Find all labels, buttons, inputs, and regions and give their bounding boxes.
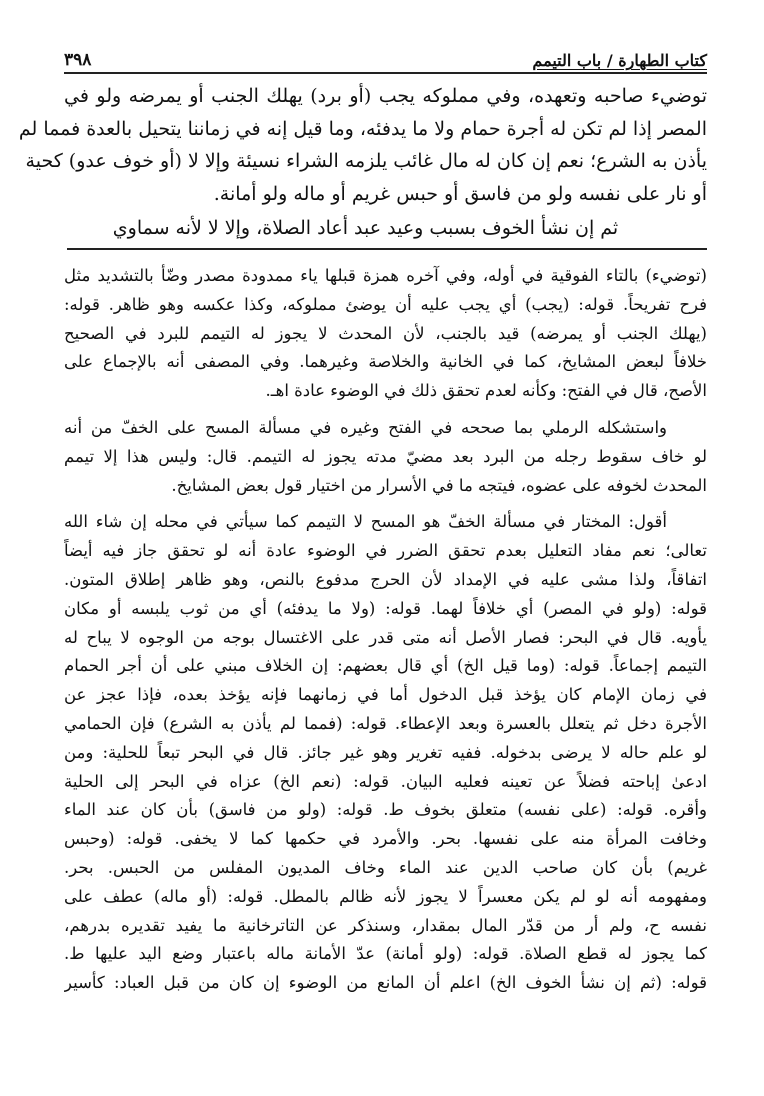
main-text-line: توضيء صاحبه وتعهده، وفي مملوكه يجب (أو برد) يهلك الجنب أو يمرضه ولو في [64, 85, 707, 107]
running-title: كتاب الطهارة / باب التيمم [532, 51, 707, 70]
commentary-block [64, 262, 707, 998]
commentary-line: واستشكله الرملي بما صححه في الفتح وغيره في مسألة المسح على الخفّ من أنه [64, 417, 667, 437]
commentary-line: (يهلك الجنب أو يمرضه) قيد بالجنب، لأن المحدث لا يجوز له التيمم للبرد في الصحيح [64, 323, 707, 343]
commentary-line: المحدث لخوفه على عضوه، فيتجه ما في الأسرار من اختيار قول بعض المشايخ. [171, 475, 707, 495]
main-text-line: المصر إذا لم تكن له أجرة حمام ولا ما يدفئه، وما قيل إنه في زماننا يتحيل بالعدة فمما لم [18, 117, 707, 140]
commentary-line: في زمان الإمام كان يؤخذ قبل الدخول أما في زمانهما فإنه يؤخذ بعده، فإذا عجز عن [64, 685, 707, 705]
matn-centered-line: ثم إن نشأ الخوف بسبب وعيد عبد أعاد الصلاة، وإلا لا لأنه سماوي [112, 217, 619, 239]
commentary-line: لو خاف سقوط رجله من البرد بعد مضيّ مدته يجوز له التيمم. قال: وليس هذا إلا تيمم [64, 446, 707, 466]
section-divider [67, 248, 707, 250]
page-number: ٣٩٨ [64, 50, 92, 70]
commentary-line: نفسه ح، ولم أر من قدّر المال بمقدار، وسنذكر عن التاترخانية ما يفيد تقديره بدرهم، [64, 915, 707, 935]
commentary-line: التيمم إجماعاً. قوله: (وما قيل الخ) أي قال بعضهم: إن الخلاف مبني على أن أجر الحمام [64, 656, 707, 676]
main-text-block [18, 80, 707, 210]
commentary-line: (توضيء) بالتاء الفوقية في أوله، وفي آخره همزة قبلها ياء ممدودة مصدر وضّأ بالتشديد مثل [64, 266, 707, 285]
commentary-paragraph [64, 262, 707, 406]
main-text-line: أو نار على نفسه ولو من فاسق أو حبس غريم أو ماله ولو أمانة. [213, 182, 707, 205]
commentary-line: الأجرة دخل ثم يتعلل بالعسرة وبعد الإعطاء. قوله: (فمما لم يأذن به الشرع) فإن الحمامي [64, 713, 707, 733]
commentary-line: ومفهومه أنه لو لم يكن معسراً لا يجوز لأنه ظالم بالمطل. قوله: (أو ماله) عطف على [64, 886, 707, 906]
commentary-line: فرح تفريحاً. قوله: (يجب) أي يجب عليه أن يوضئ مملوكه، وكذا عكسه وهو ظاهر. قوله: [64, 294, 707, 314]
page-header [64, 40, 707, 74]
commentary-paragraph [64, 414, 707, 500]
commentary-line: قوله: (ولو في المصر) أي خلافاً لهما. قوله: (ولا ما يدفئه) أي من ثوب يلبسه أو مكان [64, 598, 707, 618]
main-text-line: يأذن به الشرع؛ نعم إن كان له مال غائب يلزمه الشراء نسيئة وإلا لا (أو خوف عدو) كحية [25, 150, 707, 172]
commentary-line: غريم) بأن كان صاحب الدين عند الماء وخاف المديون المفلس من الحبس. بحر. [64, 857, 707, 877]
book-page [18, 40, 707, 1006]
commentary-line: وخافت المرأة منه على نفسها. بحر. والأمرد في حكمها كما لا يخفى. قوله: (وحبس [64, 829, 707, 849]
commentary-line: يأويه. قال في البحر: فصار الأصل أنه متى قدر على الاغتسال بوجه من الوجوه لا يباح له [64, 627, 707, 647]
commentary-paragraph [64, 508, 707, 998]
commentary-line: ادعىٰ إباحته فضلاً عن تعينه فعليه البيان. قوله: (نعم الخ) عزاه في البحر إلى الحلية [64, 771, 707, 791]
commentary-line: خلافاً لبعض المشايخ، كما في الخانية والخلاصة وغيرهما. وفي المصفى أنه بالإجماع على [64, 352, 707, 372]
commentary-line: قوله: (ثم إن نشأ الخوف الخ) اعلم أن المانع من الوضوء إن كان من قبل العباد: كأسير [64, 973, 707, 993]
commentary-line: اتفاقاً، ولذا مشى عليه في الإمداد لأن الحرج مدفوع بالنص، وهو ظاهر إطلاق المتون. [64, 569, 707, 589]
commentary-line: لو علم حاله لا يرضى بدخوله. ففيه تغرير وهو غير جائز. قال في البحر تبعاً للحلية: ومن [64, 742, 707, 762]
commentary-line: الأصح، قال في الفتح: وكأنه لعدم تحقق ذلك في الوضوء عادة اهـ. [265, 381, 707, 401]
commentary-line: وأقره. قوله: (على نفسه) متعلق بخوف ط. قوله: (ولو من فاسق) بأن كان عند الماء [64, 800, 707, 820]
commentary-line: تعالى؛ نعم مفاد التعليل بعدم تحقق الضرر في الوضوء عادة أنه لو تحقق جاز فيه أيضاً [64, 541, 707, 561]
commentary-line: أقول: المختار في مسألة الخفّ هو المسح لا التيمم كما سيأتي في محله إن شاء الله [64, 512, 667, 532]
commentary-line: كما يجوز له قطع الصلاة. قوله: (ولو أمانة) عدّ الأمانة ماله باعتبار وضع اليد عليها ط. [64, 944, 707, 964]
